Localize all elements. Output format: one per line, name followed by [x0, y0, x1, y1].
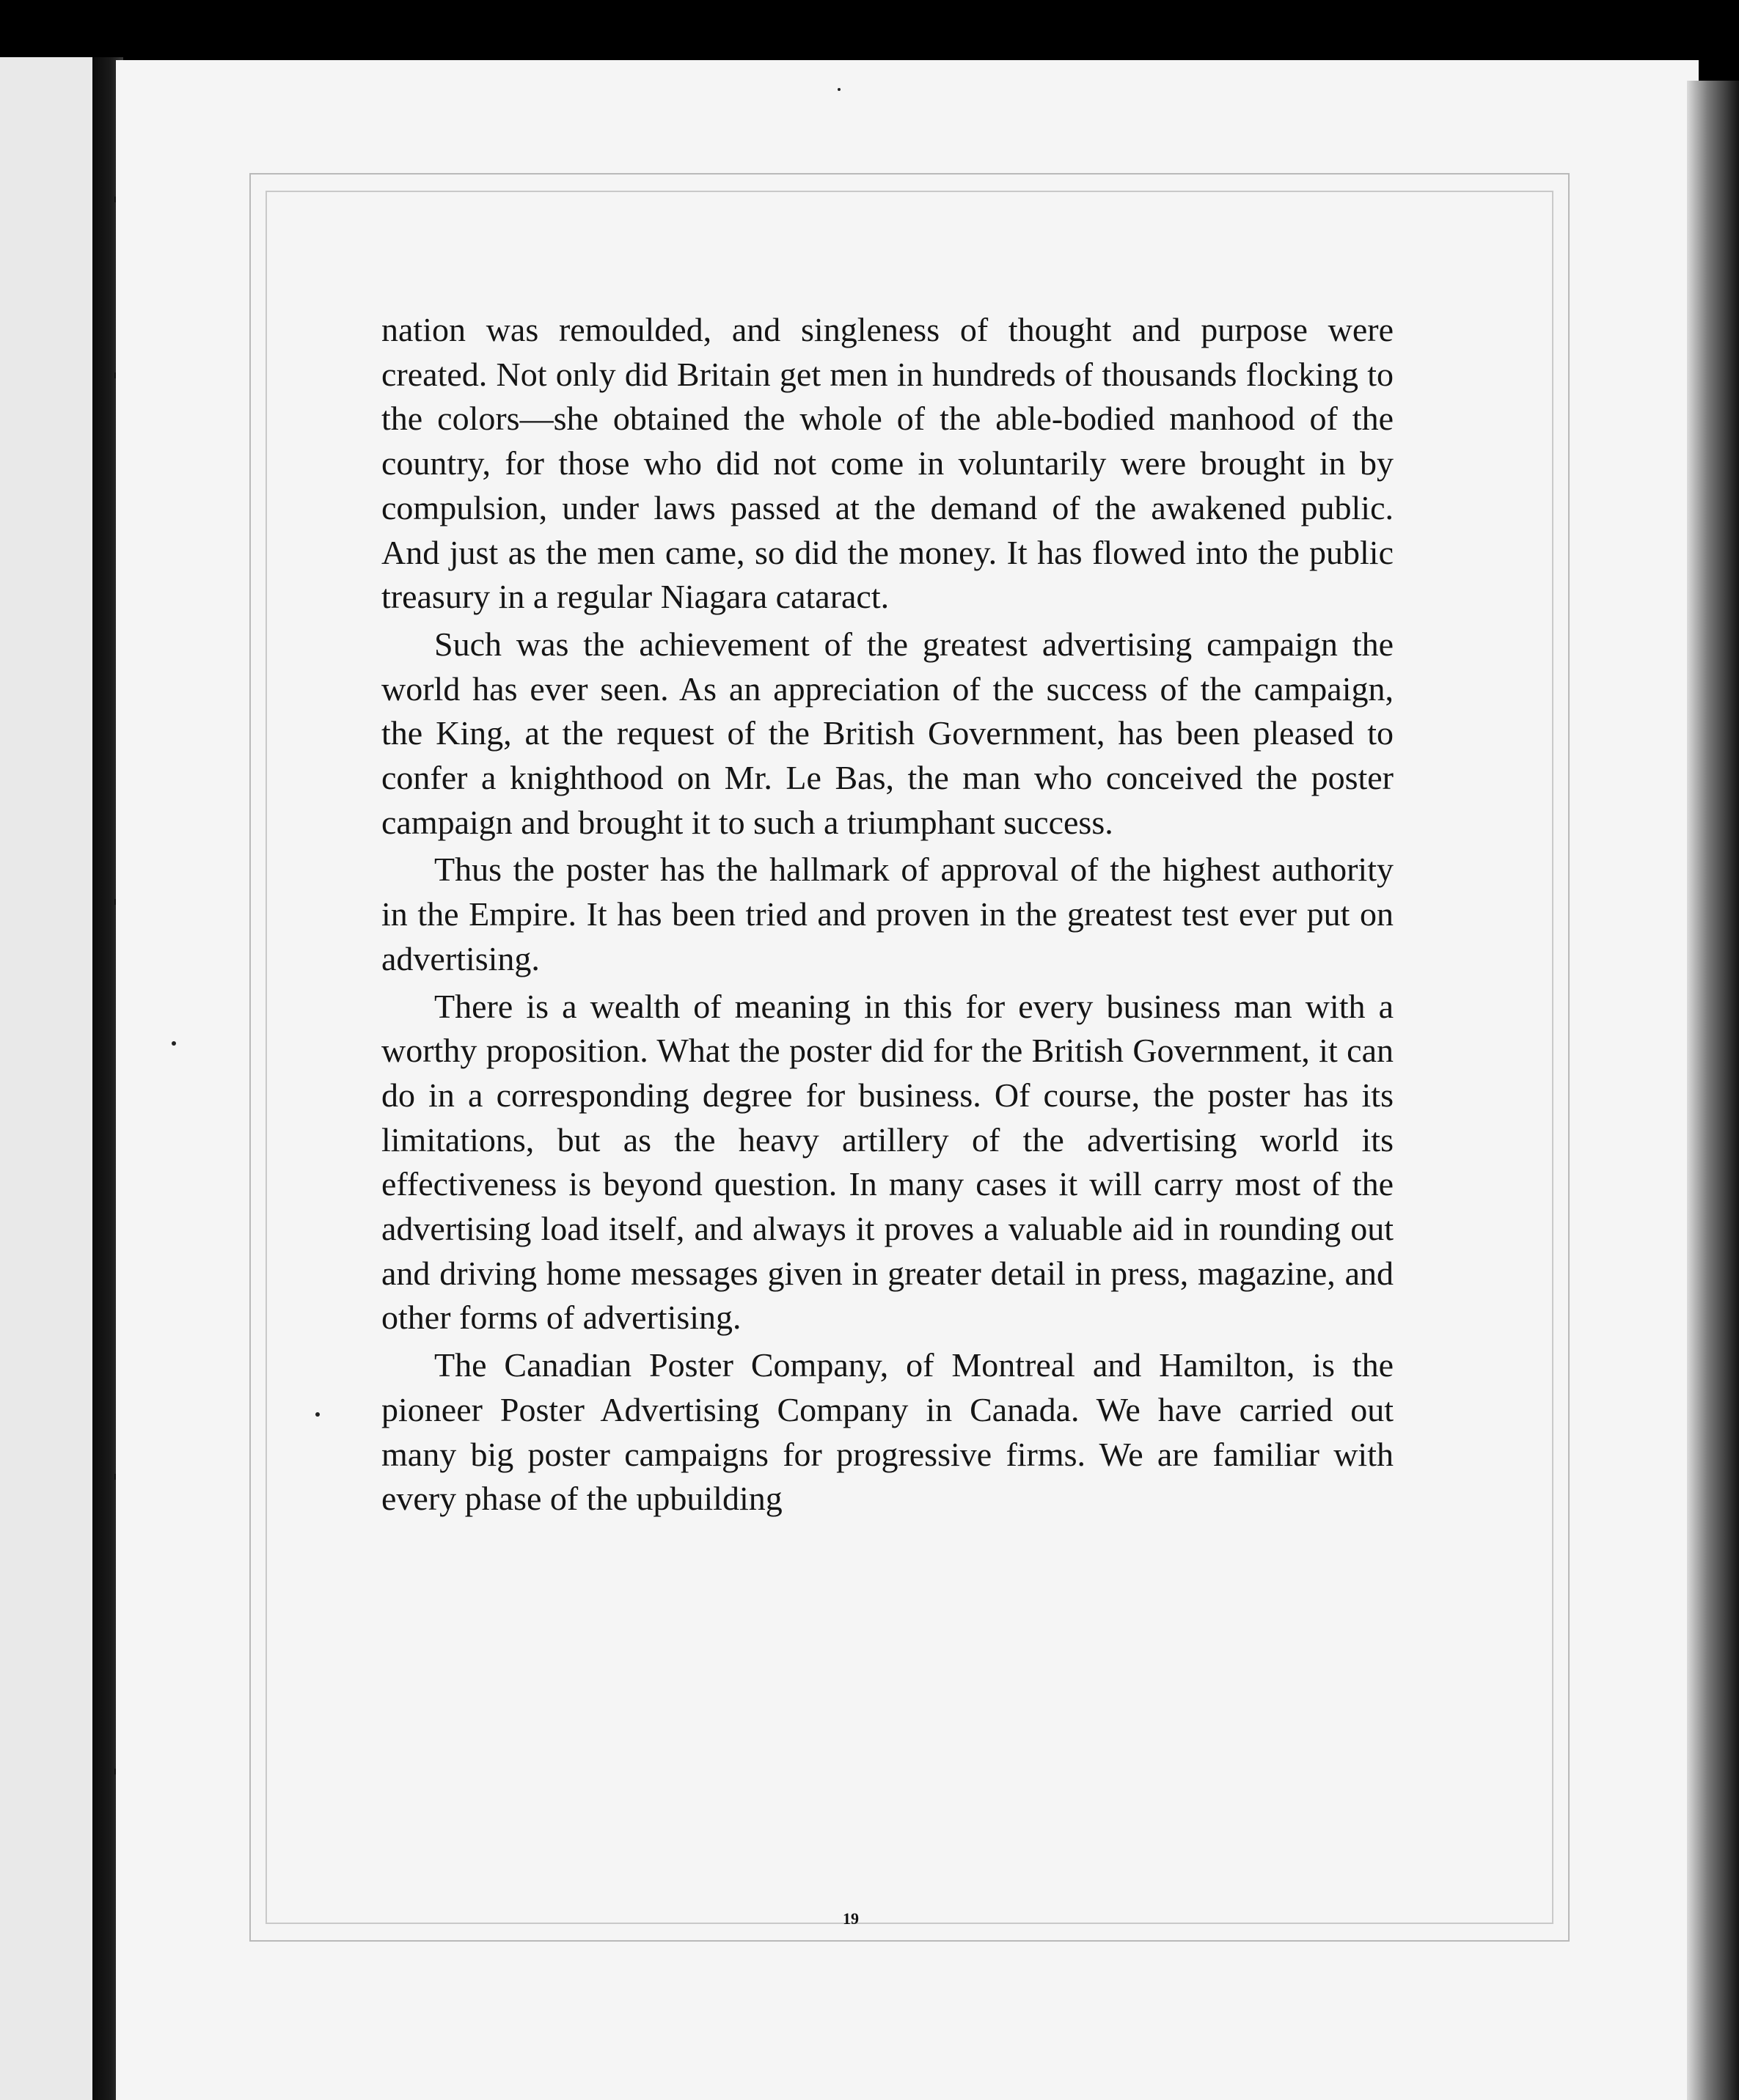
ink-speck: [315, 1412, 320, 1417]
paragraph: Such was the achievement of the greatest advertising campaign the world has ever seen. As an appreciation of the success of the campaign, the King, at the request of the British Government, has been pleased to confer a knighthood on Mr. Le Bas, the man who conceived the poster campaign and brought it to such a triumphant success.: [381, 625, 1394, 841]
paragraph: There is a wealth of meaning in this for every business man with a worthy proposition. What the poster did for the British Government, it can do in a corresponding degree for business. Of course, the poster has its limitations, but as the heavy artillery of the advertising world its effectiveness is beyond question. In many cases it will carry most of the advertising load itself, and always it proves a valuable aid in rounding out and driving home messages given in greater detail in press, magazine, and other forms of advertising.: [381, 987, 1394, 1337]
right-edge-shadow: [1687, 81, 1739, 2100]
ink-speck: [838, 88, 841, 91]
paragraph: The Canadian Poster Company, of Montreal and Hamilton, is the pioneer Poster Advertising Company in Canada. We have carried out many big poster campaigns for progressive firms. We are familiar with every phase of the upbuilding: [381, 1346, 1394, 1518]
paragraph: Thus the poster has the hallmark of approval of the highest authority in the Empire. It has been tried and proven in the greatest test ever put on advertising.: [381, 851, 1394, 977]
paragraph: nation was remoulded, and singleness of thought and purpose were created. Not only did Britain get men in hundreds of thousands flocking to the colors—she obtained the whole of the able-bodied manhood of the country, for those who did not come in voluntarily were brought in by compulsion, under laws passed at the demand of the awakened public. And just as the men came, so did the money. It has flowed into the public treasury in a regular Niagara cataract.: [381, 311, 1394, 616]
ink-speck: [172, 1041, 176, 1046]
body-text: [381, 308, 1394, 1524]
page-number: 19: [843, 1909, 859, 1928]
left-page-edge: [0, 57, 92, 2100]
